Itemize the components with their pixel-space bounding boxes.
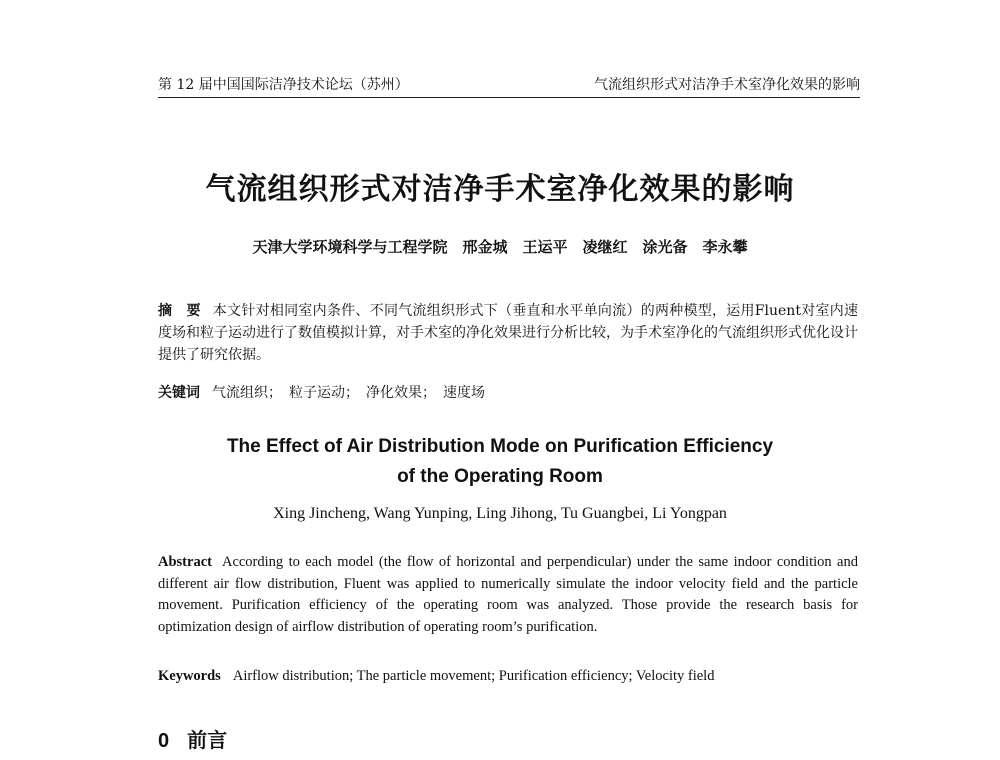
keywords-english: [158, 666, 858, 688]
header-paper-title: 气流组织形式对洁净手术室净化效果的影响: [594, 77, 860, 93]
abstract-label-chinese: 摘 要: [158, 303, 201, 319]
title-english-line1: The Effect of Air Distribution Mode on Purification Efficiency: [226, 436, 774, 457]
keywords-chinese: [158, 382, 858, 404]
section-heading: [158, 724, 227, 753]
section-number: 0: [158, 730, 170, 752]
paper-title-english: [150, 432, 850, 492]
section-title: 前言: [187, 728, 228, 752]
abstract-text-english: According to each model (the flow of horizontal and perpendicular) under the same indoor condition and different air flow distribution, Fluent was applied to numerically simulate the indoor velocity field and the particle movement. Purification efficiency of the operating room was analyzed. Those provide the research basis for optimization design of airflow distribution of operating room’s purification.: [158, 554, 858, 635]
keywords-text-english: Airflow distribution; The particle movement; Purification efficiency; Velocity field: [232, 668, 715, 684]
keywords-label-chinese: 关键词: [158, 385, 200, 401]
header-conference: 第 12 届中国国际洁净技术论坛（苏州）: [158, 77, 409, 93]
abstract-text-chinese: 本文针对相同室内条件、不同气流组织形式下（垂直和水平单向流）的两种模型，运用Fluent对室内速度场和粒子运动进行了数值模拟计算，对手术室的净化效果进行分析比较，为手术室净化的气流组织形式优化设计提供了研究依据。: [158, 303, 858, 363]
abstract-label-english: Abstract: [158, 554, 212, 570]
authors-chinese: 天津大学环境科学与工程学院 邢金城 王运平 凌继红 涂光备 李永攀: [252, 238, 748, 256]
keywords-text-chinese: 气流组织； 粒子运动； 净化效果； 速度场: [212, 385, 485, 401]
abstract-english: [158, 552, 858, 638]
keywords-label-english: Keywords: [158, 668, 221, 684]
authors-english: Xing Jincheng, Wang Yunping, Ling Jihong, Tu Guangbei, Li Yongpan: [273, 505, 727, 522]
paper-title-chinese: 气流组织形式对洁净手术室净化效果的影响: [205, 172, 795, 207]
running-header: [158, 74, 860, 98]
abstract-chinese: [158, 300, 858, 366]
title-english-line2: of the Operating Room: [397, 466, 603, 487]
